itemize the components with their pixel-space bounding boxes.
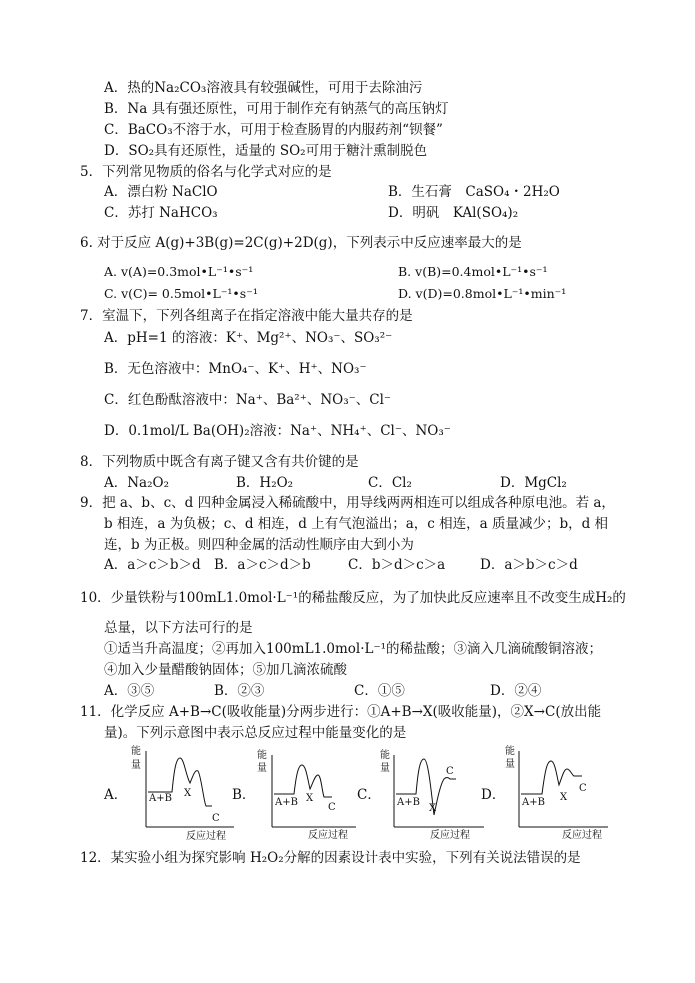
q7-option-c: C．红色酚酞溶液中：Na⁺、Ba²⁺、NO₃⁻、Cl⁻ [104, 392, 392, 408]
q4-option-a: A．热的Na₂CO₃溶液具有较强碱性，可用于去除油污 [104, 80, 423, 96]
diagram-c-product: C [446, 766, 454, 777]
q11-line-1: 11．化学反应 A+B→C(吸收能量)分两步进行：①A+B→X(吸收能量)，②X→C(放出能 [80, 704, 602, 720]
q12-stem: 12．某实验小组为探究影响 H₂O₂分解的因素设计表中实验，下列有关说法错误的是 [80, 850, 581, 866]
q8-option-d: D．MgCl₂ [500, 475, 567, 491]
diagram-d-product: C [579, 783, 587, 794]
diagram-d-y-label-2: 量 [505, 759, 515, 770]
q5-option-c: C．苏打 NaHCO₃ [104, 205, 218, 221]
q7-option-d: D．0.1mol/L Ba(OH)₂溶液：Na⁺、NH₄⁺、Cl⁻、NO₃⁻ [104, 423, 451, 439]
diagram-a-reactant: A+B [149, 793, 172, 804]
q11-label-d: D． [481, 787, 506, 803]
q5-option-d: D．明矾 KAl(SO₄)₂ [388, 205, 519, 221]
diagram-c-intermediate: X [429, 803, 437, 814]
diagram-b-intermediate: X [306, 793, 314, 804]
q6-stem: 6. 对于反应 A(g)+3B(g)=2C(g)+2D(g)，下列表示中反应速率最大的是 [80, 235, 522, 251]
q9-option-d: D．a＞b＞c＞d [480, 557, 578, 573]
q7-option-a: A．pH=1 的溶液：K⁺、Mg²⁺、NO₃⁻、SO₃²⁻ [104, 330, 393, 346]
diagram-a-product: C [212, 813, 220, 824]
diagram-c-y-label-1: 能 [380, 750, 390, 761]
energy-diagram-b [252, 741, 360, 841]
q5-option-b: B．生石膏 CaSO₄・2H₂O [388, 184, 560, 200]
q8-stem: 8．下列物质中既含有离子键又含有共价键的是 [80, 454, 359, 470]
diagram-a-intermediate: X [184, 788, 192, 799]
q9-option-c: C．b＞d＞c＞a [348, 557, 446, 573]
q10-option-b: B．②③ [214, 683, 265, 699]
q10-option-d: D．②④ [490, 683, 542, 699]
q8-option-b: B．H₂O₂ [236, 475, 294, 491]
q7-stem: 7．室温下，下列各组离子在指定溶液中能大量共存的是 [80, 308, 413, 324]
q9-option-a: A．a＞c＞b＞d [104, 557, 201, 573]
q9-line-2: b 相连，a 为负极；c、d 相连，d 上有气泡溢出；a，c 相连，a 质量减少；b，d 相 [104, 516, 609, 532]
diagram-a-x-label: 反应过程 [186, 831, 226, 841]
q10-line-2: 总量，以下方法可行的是 [104, 620, 253, 636]
diagram-d-reactant: A+B [522, 797, 545, 808]
q10-line-1: 10．少量铁粉与100mL1.0mol·L⁻¹的稀盐酸反应，为了加快此反应速率且不改变生成H₂的 [80, 590, 626, 606]
diagram-b-x-label: 反应过程 [308, 830, 348, 841]
q5-stem: 5．下列常见物质的俗名与化学式对应的是 [80, 164, 332, 180]
q11-label-c: C． [357, 787, 381, 803]
diagram-d-y-label-1: 能 [505, 746, 515, 757]
q6-option-c: C. v(C)= 0.5mol•L⁻¹•s⁻¹ [104, 286, 258, 301]
q9-line-3: 连，b 为正极。则四种金属的活动性顺序由大到小为 [104, 537, 414, 553]
energy-diagram-a [128, 741, 238, 841]
q10-line-4: ④加入少量醋酸钠固体；⑤加几滴浓硫酸 [104, 662, 347, 678]
diagram-c-y-label-2: 量 [380, 763, 390, 774]
q4-option-b: B．Na 具有强还原性，可用于制作充有钠蒸气的高压钠灯 [104, 101, 449, 117]
q5-option-a: A．漂白粉 NaClO [104, 184, 218, 200]
diagram-d-intermediate: X [560, 792, 568, 803]
q10-option-c: C．①⑤ [354, 683, 405, 699]
diagram-b-product: C [328, 802, 336, 813]
diagram-b-reactant: A+B [275, 797, 298, 808]
q11-label-b: B． [232, 787, 256, 803]
diagram-a-y-label-1: 能 [131, 746, 141, 757]
q6-option-d: D. v(D)=0.8mol•L⁻¹•min⁻¹ [398, 286, 567, 301]
energy-diagram-d [502, 741, 612, 841]
q4-option-c: C．BaCO₃不溶于水，可用于检查肠胃的内服药剂“钡餐” [104, 122, 443, 138]
diagram-d-x-label: 反应过程 [562, 830, 602, 841]
q9-option-b: B．a＞c＞d＞b [214, 557, 311, 573]
diagram-b-y-label-1: 能 [257, 750, 267, 761]
q10-line-3: ①适当升高温度；②再加入100mL1.0mol·L⁻¹的稀盐酸；③滴入几滴硫酸铜溶液； [104, 641, 603, 657]
q11-label-a: A． [104, 787, 128, 803]
q8-option-c: C．Cl₂ [368, 475, 412, 491]
q9-line-1: 9．把 a、b、c、d 四种金属浸入稀硫酸中，用导线两两相连可以组成各种原电池。若 a， [80, 495, 615, 511]
q7-option-b: B．无色溶液中：MnO₄⁻、K⁺、H⁺、NO₃⁻ [104, 361, 367, 377]
diagram-c-x-label: 反应过程 [430, 830, 470, 841]
q6-option-b: B. v(B)=0.4mol•L⁻¹•s⁻¹ [398, 264, 548, 279]
q11-line-2: 量)。下列示意图中表示总反应过程中能量变化的是 [104, 725, 407, 741]
q6-option-a: A. v(A)=0.3mol•L⁻¹•s⁻¹ [104, 264, 254, 279]
q4-option-d: D．SO₂具有还原性，适量的 SO₂可用于糖汁熏制脱色 [104, 143, 428, 159]
energy-diagram-c [378, 741, 488, 841]
diagram-c-reactant: A+B [397, 797, 420, 808]
diagram-a-y-label-2: 量 [131, 760, 141, 771]
q8-option-a: A．Na₂O₂ [104, 475, 170, 491]
diagram-b-y-label-2: 量 [257, 763, 267, 774]
q10-option-a: A．③⑤ [104, 683, 155, 699]
